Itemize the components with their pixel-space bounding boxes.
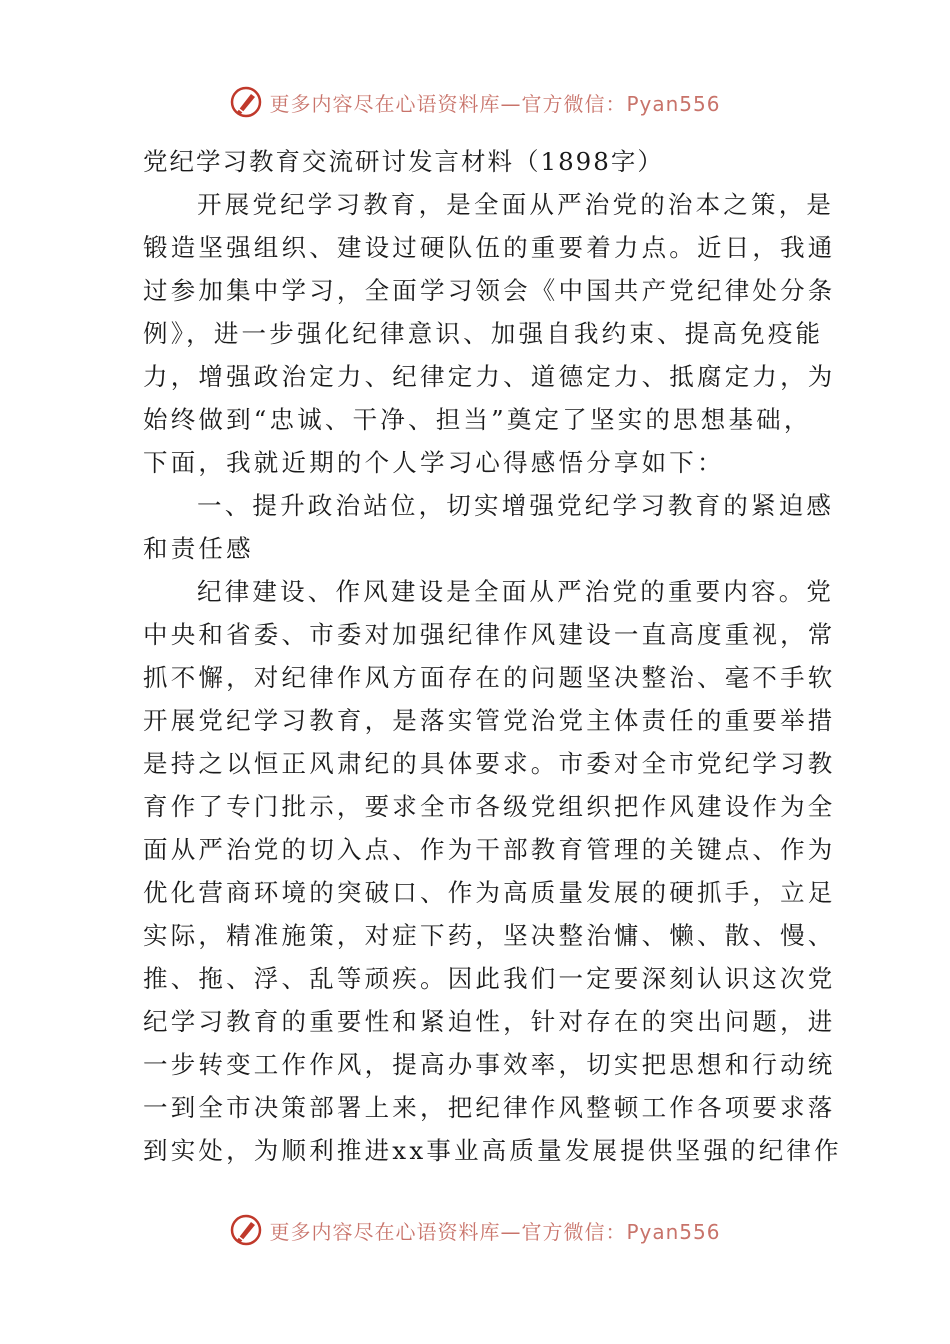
- header-banner: [0, 82, 950, 122]
- paragraph-line: 实际，精准施策，对症下药，坚决整治慵、懒、散、慢、: [143, 921, 836, 950]
- pen-nib-circle-icon: [229, 85, 263, 119]
- paragraph-line: 始终做到“忠诚、干净、担当”奠定了坚实的思想基础，: [143, 405, 812, 434]
- paragraph-line: 育作了专门批示，要求全市各级党组织把作风建设作为全: [143, 792, 836, 821]
- paragraph-line: 一到全市决策部署上来，把纪律作风整顿工作各项要求落: [143, 1093, 836, 1122]
- section-heading-line: 和责任感: [143, 534, 254, 563]
- paragraph-line: 推、拖、浮、乱等顽疾。因此我们一定要深刻认识这次党: [143, 964, 836, 993]
- paragraph-line: 力，增强政治定力、纪律定力、道德定力、抵腐定力，为: [143, 362, 836, 391]
- paragraph-line: 下面，我就近期的个人学习心得感悟分享如下：: [143, 448, 725, 477]
- paragraph-line: 过参加集中学习，全面学习领会《中国共产党纪律处分条: [143, 276, 836, 305]
- paragraph-line: 开展党纪学习教育，是全面从严治党的治本之策，是: [197, 190, 835, 219]
- paragraph-line: 纪律建设、作风建设是全面从严治党的重要内容。党: [197, 577, 835, 606]
- paragraph-line: 面从严治党的切入点、作为干部教育管理的关键点、作为: [143, 835, 836, 864]
- footer-banner: [0, 1210, 950, 1250]
- banner-text: 更多内容尽在心语资料库—官方微信：Pyan556: [269, 1219, 721, 1244]
- section-heading-line: 一、提升政治站位，切实增强党纪学习教育的紧迫感: [197, 491, 835, 520]
- paragraph-line: 优化营商环境的突破口、作为高质量发展的硬抓手，立足: [143, 878, 836, 907]
- paragraph-line: 纪学习教育的重要性和紧迫性，针对存在的突出问题，进: [143, 1007, 836, 1036]
- paragraph-line: 一步转变工作作风，提高办事效率，切实把思想和行动统: [143, 1050, 836, 1079]
- paragraph-line: 中央和省委、市委对加强纪律作风建设一直高度重视，常: [143, 620, 836, 649]
- paragraph-line: 锻造坚强组织、建设过硬队伍的重要着力点。近日，我通: [143, 233, 836, 262]
- paragraph-line: 例》，进一步强化纪律意识、加强自我约束、提高免疫能: [143, 319, 824, 348]
- banner-text: 更多内容尽在心语资料库—官方微信：Pyan556: [269, 91, 721, 116]
- paragraph-line: 到实处，为顺利推进xx事业高质量发展提供坚强的纪律作: [143, 1136, 842, 1165]
- paragraph-line: 是持之以恒正风肃纪的具体要求。市委对全市党纪学习教: [143, 749, 836, 778]
- paragraph-line: 开展党纪学习教育，是落实管党治党主体责任的重要举措: [143, 706, 836, 735]
- paragraph-line: 抓不懈，对纪律作风方面存在的问题坚决整治、毫不手软: [143, 663, 836, 692]
- pen-nib-circle-icon: [229, 1213, 263, 1247]
- document-title: 党纪学习教育交流研讨发言材料（1898字）: [143, 147, 664, 176]
